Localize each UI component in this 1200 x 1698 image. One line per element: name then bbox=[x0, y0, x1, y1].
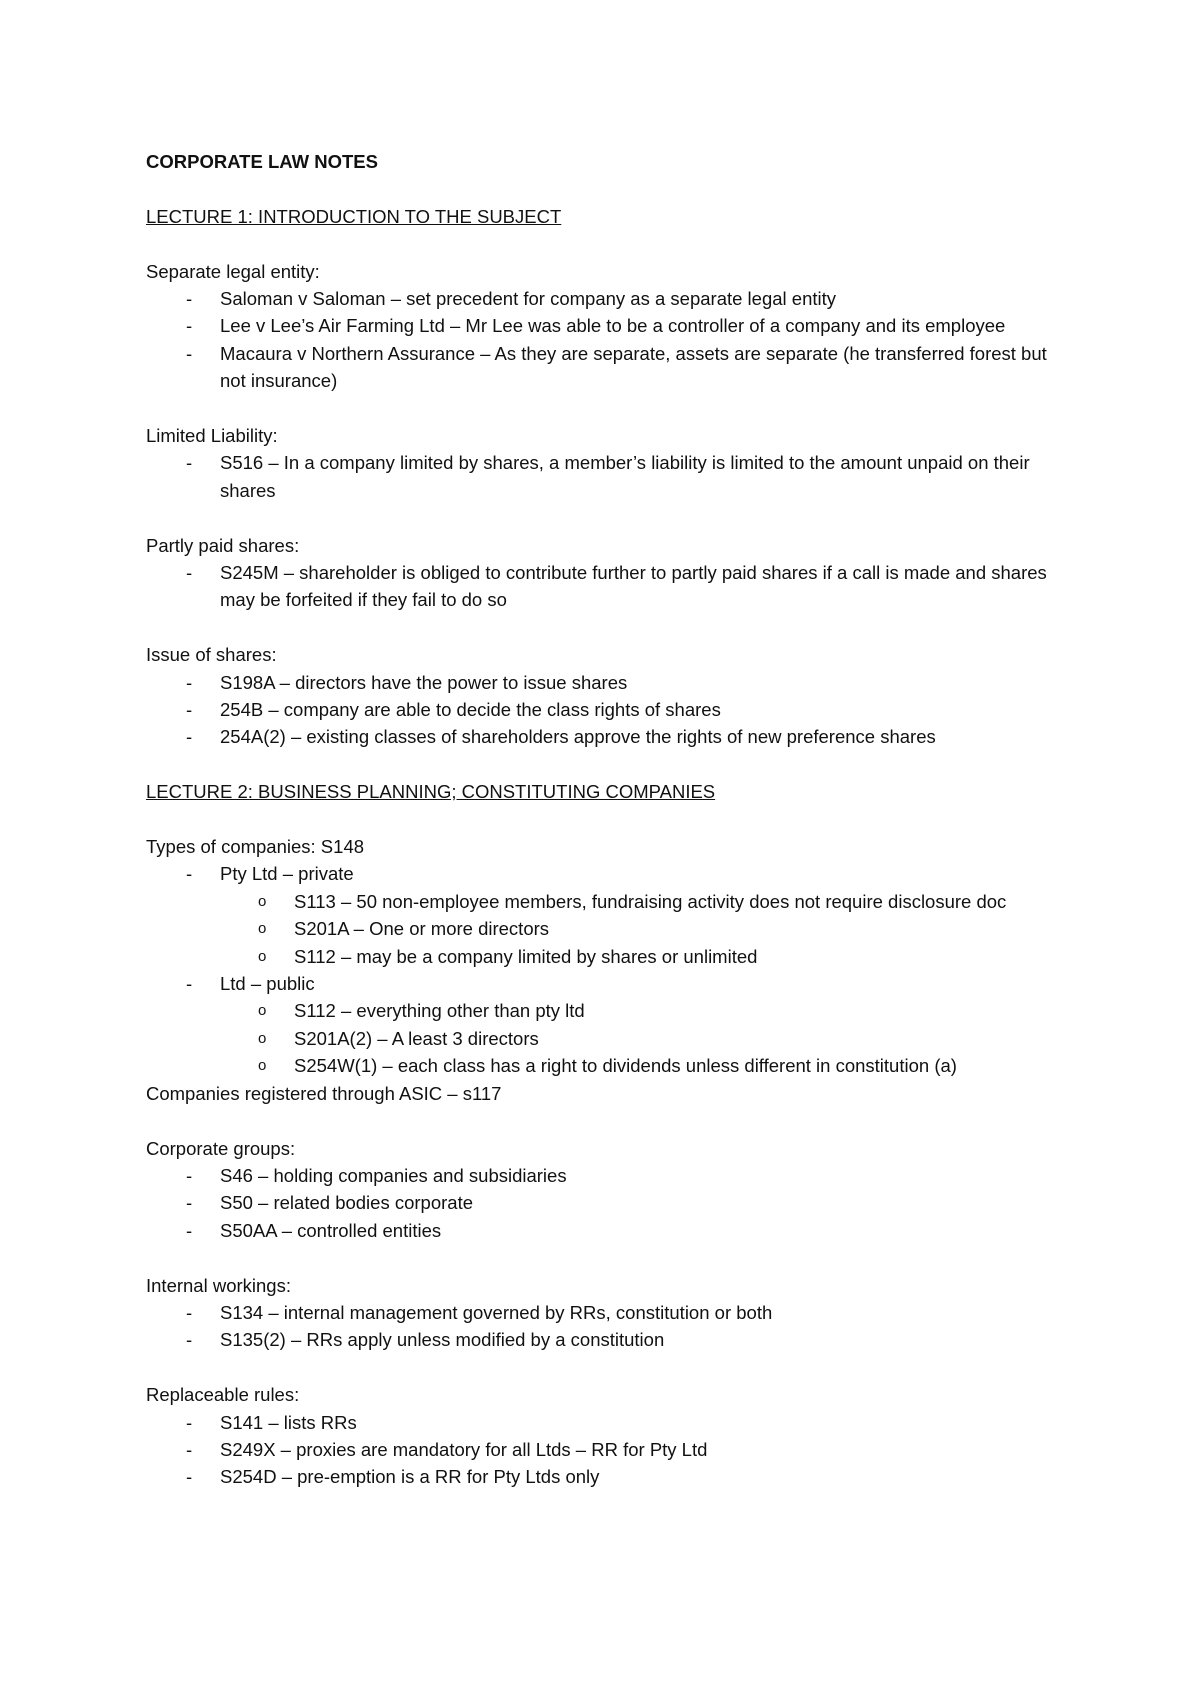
list-item-text: Lee v Lee’s Air Farming Ltd – Mr Lee was able to be a controller of a company and its employee bbox=[220, 315, 1006, 337]
bullet-list bbox=[146, 860, 1076, 1079]
bullet-list bbox=[146, 1299, 1076, 1354]
list-item bbox=[146, 1463, 1076, 1490]
circle-bullet-icon: o bbox=[258, 1057, 267, 1075]
dash-bullet-icon: - bbox=[186, 699, 193, 721]
list-item bbox=[146, 285, 1076, 312]
list-item-text: S135(2) – RRs apply unless modified by a constitution bbox=[220, 1329, 665, 1351]
sub-list-item-text: S201A(2) – A least 3 directors bbox=[294, 1027, 539, 1049]
list-item-text: S50 – related bodies corporate bbox=[220, 1192, 474, 1214]
list-item-text: S198A – directors have the power to issue shares bbox=[220, 671, 628, 693]
dash-bullet-icon: - bbox=[186, 1301, 193, 1323]
sub-bullet-list bbox=[220, 997, 1076, 1079]
dash-bullet-icon: - bbox=[186, 342, 193, 364]
dash-bullet-icon: - bbox=[186, 315, 193, 337]
list-item bbox=[146, 559, 1076, 614]
bullet-list bbox=[146, 449, 1076, 504]
list-item-text: Macaura v Northern Assurance – As they are separate, assets are separate (he transferred forest but not insurance) bbox=[220, 342, 1047, 392]
list-item bbox=[146, 1436, 1076, 1463]
list-item-text: S254D – pre-emption is a RR for Pty Ltds only bbox=[220, 1466, 600, 1488]
section-heading: Issue of shares: bbox=[146, 644, 277, 666]
section-heading: Partly paid shares: bbox=[146, 534, 300, 556]
dash-bullet-icon: - bbox=[186, 671, 193, 693]
sub-bullet-list bbox=[220, 888, 1076, 970]
bullet-list bbox=[146, 559, 1076, 614]
list-item-text: S249X – proxies are mandatory for all Ltds – RR for Pty Ltd bbox=[220, 1438, 708, 1460]
dash-bullet-icon: - bbox=[186, 1466, 193, 1488]
section-types-of-companies bbox=[146, 833, 1076, 1080]
sub-list-item bbox=[220, 997, 1076, 1024]
section-heading: Types of companies: S148 bbox=[146, 836, 365, 858]
bullet-list bbox=[146, 1162, 1076, 1244]
dash-bullet-icon: - bbox=[186, 1192, 193, 1214]
list-item-text: S50AA – controlled entities bbox=[220, 1219, 442, 1241]
sub-list-item-text: S112 – everything other than pty ltd bbox=[294, 1000, 585, 1022]
dash-bullet-icon: - bbox=[186, 863, 193, 885]
circle-bullet-icon: o bbox=[258, 1029, 267, 1047]
circle-bullet-icon: o bbox=[258, 947, 267, 965]
document-title: CORPORATE LAW NOTES bbox=[146, 151, 378, 172]
sub-list-item bbox=[220, 1025, 1076, 1052]
sub-list-item-text: S254W(1) – each class has a right to dividends unless different in constitution (a) bbox=[294, 1055, 957, 1077]
section-limited-liability bbox=[146, 422, 1076, 504]
section-issue-of-shares bbox=[146, 641, 1076, 751]
list-item bbox=[146, 1409, 1076, 1436]
list-item-text: S134 – internal management governed by RRs, constitution or both bbox=[220, 1301, 773, 1323]
list-item-text: 254B – company are able to decide the class rights of shares bbox=[220, 699, 721, 721]
dash-bullet-icon: - bbox=[186, 1219, 193, 1241]
section-heading: Limited Liability: bbox=[146, 425, 278, 447]
lecture-2-heading: LECTURE 2: BUSINESS PLANNING; CONSTITUTING COMPANIES bbox=[146, 781, 716, 803]
sub-list-item-text: S201A – One or more directors bbox=[294, 918, 550, 940]
list-item bbox=[146, 1162, 1076, 1189]
list-item-text: S245M – shareholder is obliged to contribute further to partly paid shares if a call is made and shares may be forfeited if they fail to do so bbox=[220, 562, 1047, 611]
list-item-text: S516 – In a company limited by shares, a member’s liability is limited to the amount unpaid on their shares bbox=[220, 452, 1030, 501]
document-body bbox=[146, 148, 1076, 1518]
list-item bbox=[146, 1299, 1076, 1326]
section-internal-workings bbox=[146, 1272, 1076, 1354]
list-item bbox=[146, 1217, 1076, 1244]
bullet-list bbox=[146, 669, 1076, 751]
section-replaceable-rules bbox=[146, 1381, 1076, 1491]
section-heading: Replaceable rules: bbox=[146, 1384, 300, 1406]
list-item bbox=[146, 449, 1076, 504]
asic-registration-note: Companies registered through ASIC – s117 bbox=[146, 1082, 502, 1104]
bullet-list bbox=[146, 285, 1076, 395]
list-item-text: S141 – lists RRs bbox=[220, 1411, 357, 1433]
lecture-1-heading: LECTURE 1: INTRODUCTION TO THE SUBJECT bbox=[146, 205, 562, 227]
list-item bbox=[146, 312, 1076, 339]
list-item-text: 254A(2) – existing classes of shareholders approve the rights of new preference shares bbox=[220, 726, 936, 748]
list-item bbox=[146, 970, 1076, 1080]
section-partly-paid-shares bbox=[146, 532, 1076, 614]
section-heading: Internal workings: bbox=[146, 1274, 291, 1296]
dash-bullet-icon: - bbox=[186, 726, 193, 748]
list-item bbox=[146, 696, 1076, 723]
list-item bbox=[146, 340, 1076, 395]
dash-bullet-icon: - bbox=[186, 288, 193, 309]
list-item bbox=[146, 1189, 1076, 1216]
section-separate-legal-entity bbox=[146, 258, 1076, 395]
dash-bullet-icon: - bbox=[186, 452, 193, 474]
section-heading: Corporate groups: bbox=[146, 1137, 296, 1159]
list-item-text: S46 – holding companies and subsidiaries bbox=[220, 1164, 567, 1186]
dash-bullet-icon: - bbox=[186, 1164, 193, 1186]
list-item bbox=[146, 723, 1076, 750]
list-item bbox=[146, 860, 1076, 970]
circle-bullet-icon: o bbox=[258, 1002, 267, 1020]
dash-bullet-icon: - bbox=[186, 1329, 193, 1351]
sub-list-item bbox=[220, 943, 1076, 970]
sub-list-item bbox=[220, 915, 1076, 942]
section-heading: Separate legal entity: bbox=[146, 260, 320, 282]
sub-list-item bbox=[220, 1052, 1076, 1079]
sub-list-item-text: S112 – may be a company limited by shares or unlimited bbox=[294, 945, 758, 967]
list-item-text: Ltd – public bbox=[220, 973, 315, 995]
list-item-text: Pty Ltd – private bbox=[220, 863, 354, 885]
bullet-list bbox=[146, 1409, 1076, 1491]
sub-list-item-text: S113 – 50 non-employee members, fundraising activity does not require disclosure doc bbox=[294, 890, 1007, 912]
dash-bullet-icon: - bbox=[186, 1411, 193, 1433]
list-item bbox=[146, 669, 1076, 696]
list-item bbox=[146, 1326, 1076, 1353]
section-corporate-groups bbox=[146, 1135, 1076, 1245]
circle-bullet-icon: o bbox=[258, 920, 267, 938]
dash-bullet-icon: - bbox=[186, 973, 193, 995]
sub-list-item bbox=[220, 888, 1076, 915]
circle-bullet-icon: o bbox=[258, 892, 267, 910]
dash-bullet-icon: - bbox=[186, 1438, 193, 1460]
list-item-text: Saloman v Saloman – set precedent for company as a separate legal entity bbox=[220, 288, 836, 309]
dash-bullet-icon: - bbox=[186, 562, 193, 584]
